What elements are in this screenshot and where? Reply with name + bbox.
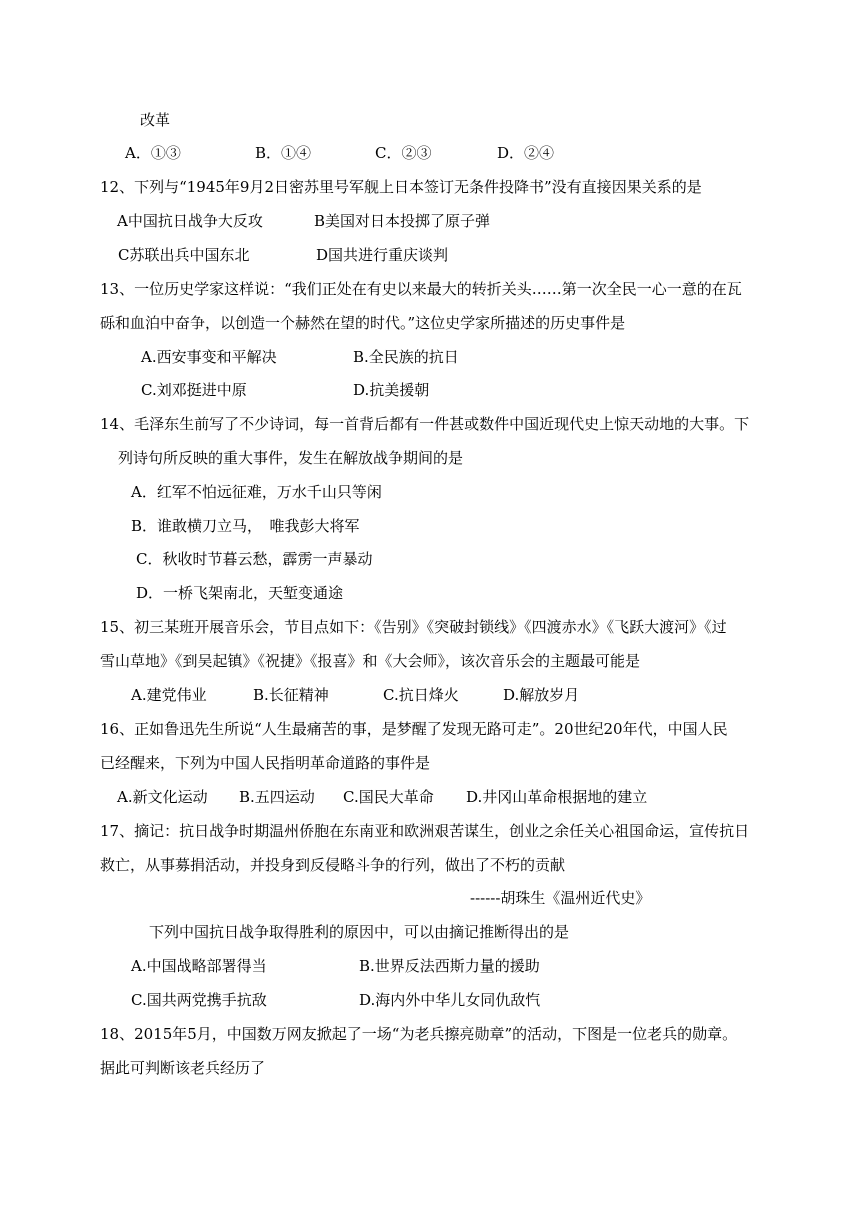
q12-stem: 12、下列与“1945年9月2日密苏里号军舰上日本签订无条件投降书”没有直接因果关系的是: [100, 178, 702, 196]
q13-stem-line1: 13、一位历史学家这样说：“我们正处在有史以来最大的转折关头……第一次全民一心一意的在瓦: [100, 280, 742, 298]
q12-option-a: A中国抗日战争大反攻: [117, 212, 263, 230]
q15-stem-line1: 15、初三某班开展音乐会，节目点如下：《告别》《突破封锁线》《四渡赤水》《飞跃大渡河》《过: [100, 618, 727, 636]
q13-option-a: A.西安事变和平解决: [141, 348, 277, 366]
q14-stem-line2: 列诗句所反映的重大事件，发生在解放战争期间的是: [118, 449, 464, 467]
q11-option-b: B．①④: [255, 144, 312, 162]
q12-option-d: D国共进行重庆谈判: [316, 246, 449, 264]
q14-option-d: D．一桥飞架南北，天堑变通途: [136, 584, 344, 602]
q16-option-c: C.国民大革命: [343, 788, 434, 806]
q15-stem-line2: 雪山草地》《到吴起镇》《祝捷》《报喜》和《大会师》，该次音乐会的主题最可能是: [100, 652, 641, 670]
q16-stem-line2: 已经醒来，下列为中国人民指明革命道路的事件是: [100, 754, 431, 772]
q11-option-d: D．②④: [497, 144, 555, 162]
q17-stem-line1: 17、摘记：抗日战争时期温州侨胞在东南亚和欧洲艰苦谋生，创业之余任关心祖国命运，宣传抗日: [100, 822, 750, 840]
q12-option-c: C苏联出兵中国东北: [118, 246, 250, 264]
q13-stem-line2: 砾和血泊中奋争，以创造一个赫然在望的时代。”这位史学家所描述的历史事件是: [100, 314, 626, 332]
q15-option-a: A.建党伟业: [131, 686, 207, 704]
q14-option-a: A．红军不怕远征难，万水千山只等闲: [131, 483, 382, 501]
q11-option-a: A．①③: [125, 144, 181, 162]
q14-option-b: B．谁敢横刀立马， 唯我彭大将军: [131, 517, 360, 535]
q16-stem-line1: 16、正如鲁迅先生所说“人生最痛苦的事，是梦醒了发现无路可走”。20世纪20年代，中国人民: [100, 720, 728, 738]
q16-option-d: D.井冈山革命根据地的建立: [466, 788, 648, 806]
q17-option-d: D.海内外中华儿女同仇敌忾: [359, 991, 541, 1009]
q15-option-c: C.抗日烽火: [383, 686, 459, 704]
q17-question: 下列中国抗日战争取得胜利的原因中，可以由摘记推断得出的是: [149, 923, 570, 941]
q14-option-c: C．秋收时节暮云愁，霹雳一声暴动: [136, 550, 373, 568]
q13-option-c: C.刘邓挺进中原: [141, 381, 247, 399]
q17-option-a: A.中国战略部署得当: [131, 957, 267, 975]
q18-stem-line2: 据此可判断该老兵经历了: [100, 1059, 266, 1077]
q15-option-d: D.解放岁月: [503, 686, 580, 704]
q17-source-citation: ------胡珠生《温州近代史》: [470, 889, 651, 907]
q12-option-b: B美国对日本投掷了原子弹: [314, 212, 491, 230]
q13-option-d: D.抗美援朝: [353, 381, 430, 399]
q14-stem-line1: 14、毛泽东生前写了不少诗词，每一首背后都有一件甚或数件中国近现代史上惊天动地的大事。下: [100, 415, 750, 433]
q17-option-b: B.世界反法西斯力量的援助: [359, 957, 540, 975]
q16-option-b: B.五四运动: [239, 788, 315, 806]
q17-stem-line2: 救亡，从事募捐活动，并投身到反侵略斗争的行列，做出了不朽的贡献: [100, 856, 566, 874]
q13-option-b: B.全民族的抗日: [353, 348, 459, 366]
q16-option-a: A.新文化运动: [117, 788, 208, 806]
q11-option-c: C．②③: [375, 144, 432, 162]
q11-stem-tail: 改革: [140, 111, 171, 129]
q15-option-b: B.长征精神: [253, 686, 329, 704]
q18-stem-line1: 18、2015年5月，中国数万网友掀起了一场“为老兵擦亮勋章”的活动，下图是一位老兵的勋章。: [100, 1025, 738, 1043]
q17-option-c: C.国共两党携手抗敌: [131, 991, 267, 1009]
